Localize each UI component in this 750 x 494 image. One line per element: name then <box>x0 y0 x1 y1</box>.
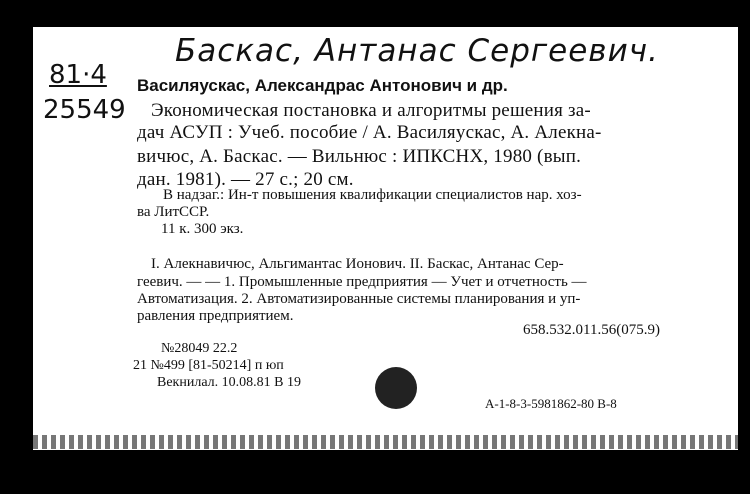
card-code: А-1-8-3-5981862-80 В-8 <box>485 396 617 411</box>
handwritten-header: Баскас, Антанас Сергеевич. <box>175 33 659 69</box>
shelf-mark-bottom: 25549 <box>43 95 126 125</box>
footer-line: №28049 22.2 <box>161 341 238 356</box>
perforation-strip <box>33 435 738 449</box>
body-line: дан. 1981). — 27 с.; 20 см. <box>137 169 354 190</box>
tracing-line: равления предприятием. <box>137 308 294 324</box>
note-line: 11 к. 300 экз. <box>161 221 244 237</box>
body-line: Экономическая постановка и алгоритмы решения за- <box>151 100 591 121</box>
udc-code: 658.532.011.56(075.9) <box>523 322 660 338</box>
note-line: В надзаг.: Ин-т повышения квалификации специалистов нар. хоз- <box>163 187 582 203</box>
ink-blot <box>375 367 417 409</box>
tracing-line: геевич. — — 1. Промышленные предприятия — Учет и отчетность — <box>137 274 587 290</box>
body-line: дач АСУП : Учеб. пособие / А. Василяускас, А. Алекна- <box>137 122 602 143</box>
footer-line: Векнилал. 10.08.81 В 19 <box>157 375 301 390</box>
author-line: Василяускас, Александрас Антонович и др. <box>137 76 508 95</box>
body-line: вичюс, А. Баскас. — Вильнюс : ИПКСНХ, 1980 (вып. <box>137 146 582 167</box>
catalog-card <box>33 27 738 450</box>
shelf-mark-top: 81·4 <box>49 60 107 90</box>
tracing-line: Автоматизация. 2. Автоматизированные системы планирования и уп- <box>137 291 581 307</box>
footer-line: 21 №499 [81-50214] п юп <box>133 358 284 373</box>
note-line: ва ЛитССР. <box>137 204 210 220</box>
tracing-line: I. Алекнавичюс, Альгимантас Ионович. II. Баскас, Антанас Сер- <box>151 256 564 272</box>
